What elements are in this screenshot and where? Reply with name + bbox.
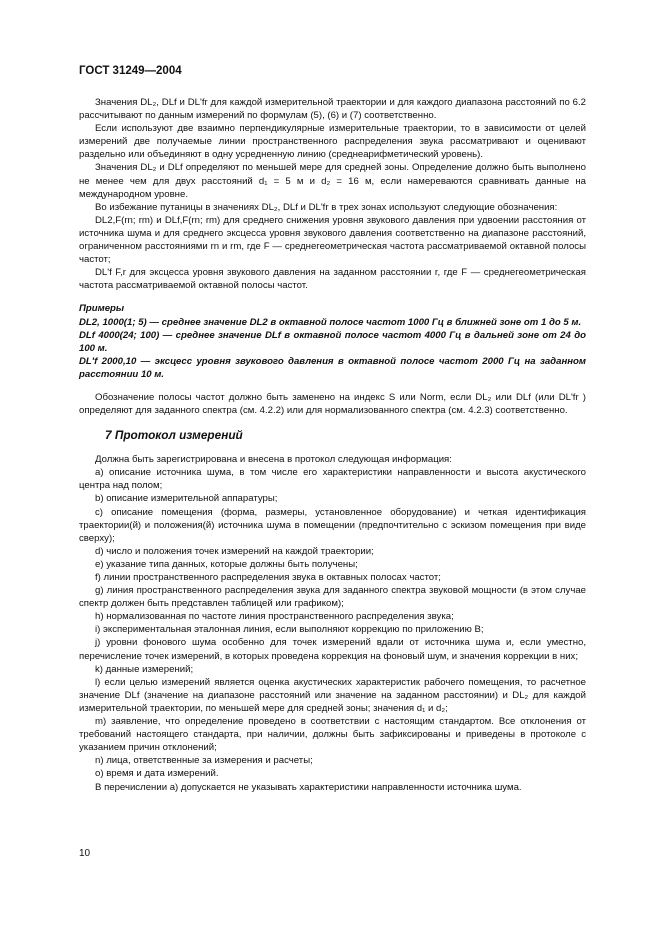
examples-block: [79, 302, 586, 381]
protocol-item: о) время и дата измерений.: [95, 768, 219, 780]
example-item: DLf 4000(24; 100) — среднее значение DLf в октавной полосе частот 4000 Гц в дальней зоне от 24 до 100 м.: [79, 329, 586, 354]
examples-title: Примеры: [79, 303, 125, 315]
paragraph: Во избежание путаницы в значениях DL₂, DLf и DL'fr в трех зонах используют следующие обозначения:: [95, 201, 558, 213]
paragraph: Значения DL₂ и DLf определяют по меньшей мере для средней зоны. Определение должно быть выполнено не менее чем для двух расстояний d₁ = 5 м и d₂ = 16 м, если намереваются сравнивать данные на международном уровне.: [79, 162, 586, 200]
protocol-item: i) экспериментальная эталонная линия, если выполняют коррекцию по приложению В;: [95, 624, 484, 636]
protocol-item: а) описание источника шума, в том числе его характеристики направленности и высота акустического центра над полом;: [79, 467, 586, 492]
protocol-item: l) если целью измерений является оценка акустических характеристик рабочего помещения, то расчетное значение DLf (значение на диапазоне расстояний или значение на заданном расстоянии) и DL₂ для каждой измерительной траектории, по меньшей мере для средней зоны; значения d₁ и d₂;: [79, 676, 586, 714]
section-heading: 7 Протокол измерений: [105, 428, 243, 443]
protocol-item: m) заявление, что определение проведено в соответствии с настоящим стандартом. Все отклонения от требований настоящего стандарта, при наличии, должны быть зафиксированы и приведены в протоколе с указанием причин отклонений;: [79, 716, 586, 754]
example-item: DL2, 1000(1; 5) — среднее значение DL2 в октавной полосе частот 1000 Гц в ближней зоне от 1 до 5 м.: [79, 316, 582, 328]
protocol-item: j) уровни фонового шума особенно для точек измерений вдали от источника шума и, если уместно, перечисление точек измерений, в которых проведена коррекция на фоновый шум, и значения коррекции в них;: [79, 637, 586, 662]
protocol-item: b) описание измерительной аппаратуры;: [95, 493, 278, 505]
paragraph: DL2,F(rn; rm) и DLf,F(rn; rm) для среднего снижения уровня звукового давления при удвоении расстояния от источника шума и для среднего эксцесса уровня звукового давления соответственно на диапазоне расстояний, ограниченном расстояниями rn и rm, где F — среднегеометрическая частота рассматриваемой октавной полосы частот;: [79, 214, 586, 266]
protocol-item: f) линии пространственного распределения звука в октавных полосах частот;: [95, 572, 441, 583]
paragraph: DL'f F,r для эксцесса уровня звукового давления на заданном расстоянии r, где F — среднегеометрическая частота рассматриваемой октавной полосы частот.: [79, 267, 586, 292]
document-body: [79, 96, 586, 794]
example-item: DL'f 2000,10 — эксцесс уровня звукового давления в октавной полосе частот 2000 Гц на заданном расстоянии 10 м.: [79, 355, 586, 380]
paragraph: Если используют две взаимно перпендикулярные измерительные траектории, то в зависимости от целей измерений две получаемые линии пространственного распределения звука рассматривают и оценивают раздельно или объединяют в одну усредненную линию (среднеарифметический уровень).: [79, 123, 586, 161]
protocol-item: е) указание типа данных, которые должны быть получены;: [95, 558, 358, 570]
protocol-item: g) линия пространственного распределения звука для заданного спектра звуковой мощности (в этом случае спектр должен быть представлен таблицей или графиком);: [79, 585, 586, 610]
paragraph: Значения DL₂, DLf и DL'fr для каждой измерительной траектории и для каждого диапазона расстояний по 6.2 рассчитывают по данным измерений по формулам (5), (6) и (7) соответственно.: [79, 97, 586, 122]
protocol-item: d) число и положения точек измерений на каждой траектории;: [95, 545, 374, 557]
protocol-item: с) описание помещения (форма, размеры, установленное оборудование) и четкая идентификация траектории(й) и положения(й) источника шума в помещении (предпочтительно с эскизом помещения при виде сверху);: [79, 506, 586, 544]
protocol-intro: Должна быть зарегистрирована и внесена в протокол следующая информация:: [95, 454, 452, 466]
protocol-item: k) данные измерений;: [95, 663, 194, 675]
paragraph: Обозначение полосы частот должно быть заменено на индекс S или Norm, если DL₂ или DLf (или DL'fr ) определяют для заданного спектра (см. 4.2.2) или для нормализованного спектра (см. 4.2.3) соответственно.: [79, 391, 586, 417]
page-header: ГОСТ 31249—2004: [79, 65, 182, 77]
protocol-item: n) лица, ответственные за измерения и расчеты;: [95, 755, 313, 767]
page-number: 10: [79, 848, 91, 859]
closing-note: В перечислении а) допускается не указывать характеристики направленности источника шума.: [95, 781, 522, 793]
protocol-item: h) нормализованная по частоте линия пространственного распределения звука;: [95, 611, 454, 623]
